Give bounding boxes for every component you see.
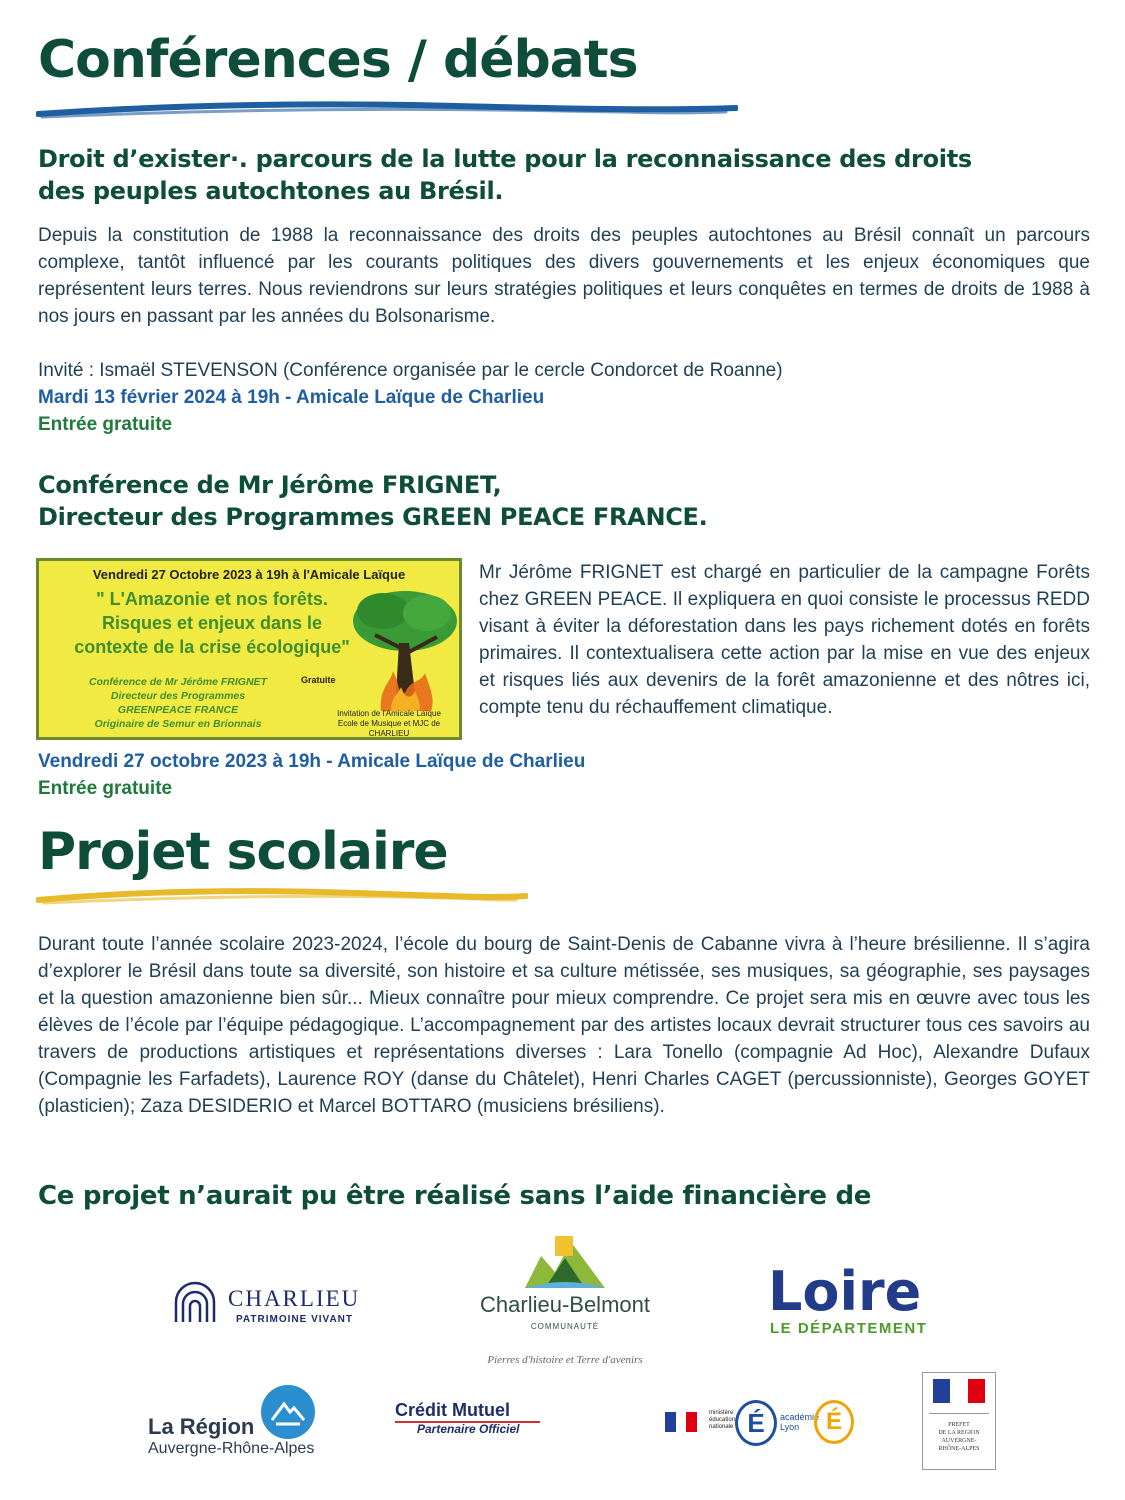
conference1-heading bbox=[38, 143, 1098, 207]
region-name: La Région bbox=[148, 1414, 255, 1439]
logo-prefet bbox=[922, 1372, 996, 1470]
prefet-line2: DE LA REGION bbox=[938, 1430, 980, 1436]
poster-title bbox=[57, 587, 367, 659]
conference1-date: Mardi 13 février 2024 à 19h - Amicale Laïque de Charlieu bbox=[38, 387, 545, 408]
credit-mutuel-name: Crédit Mutuel bbox=[395, 1400, 540, 1423]
charlieu-belmont-name: Charlieu-Belmont bbox=[480, 1292, 650, 1317]
prefet-line3: AUVERGNE- bbox=[941, 1438, 977, 1444]
academie-line2: Lyon bbox=[780, 1422, 800, 1432]
poster-credit-line2: Directeur des Programmes bbox=[110, 690, 246, 702]
logo-charlieu-belmont bbox=[455, 1232, 675, 1372]
poster-gratuite: Gratuite bbox=[301, 675, 336, 685]
event-poster bbox=[36, 558, 462, 740]
conference1-entry: Entrée gratuite bbox=[38, 414, 173, 435]
charlieu-tagline: PATRIMOINE VIVANT bbox=[236, 1314, 353, 1325]
tree-fire-illustration bbox=[345, 583, 457, 713]
ministere-text bbox=[709, 1410, 735, 1431]
poster-date: Vendredi 27 Octobre 2023 à 19h à l'Amicale Laïque bbox=[92, 567, 406, 582]
ministere-line2: éducation bbox=[709, 1417, 736, 1423]
conference2-entry: Entrée gratuite bbox=[38, 778, 173, 799]
conference2-heading-line2: Directeur des Programmes GREEN PEACE FRANCE. bbox=[38, 503, 708, 531]
poster-invitation-line3: CHARLIEU bbox=[368, 729, 410, 738]
prefet-line4: RHÔNE-ALPES bbox=[938, 1446, 980, 1452]
section-title-conferences: Conférences / débats bbox=[38, 30, 638, 90]
conference1-heading-line1: Droit d’exister·. parcours de la lutte pour la reconnaissance des droits bbox=[38, 145, 972, 173]
poster-credit-line3: GREENPEACE FRANCE bbox=[117, 704, 239, 716]
charlieu-name: CHARLIEU bbox=[228, 1286, 361, 1311]
charlieu-belmont-tagline: Pierres d'histoire et Terre d'avenirs bbox=[487, 1354, 643, 1366]
poster-title-line2: Risques et enjeux dans le bbox=[101, 613, 323, 633]
french-flag-icon bbox=[665, 1412, 697, 1432]
prefet-line1: PREFET bbox=[948, 1422, 970, 1428]
prefet-divider bbox=[929, 1413, 989, 1414]
conference2-heading bbox=[38, 469, 1098, 533]
poster-credit-line4: Originaire de Semur en Brionnais bbox=[94, 718, 262, 730]
ministere-e-icon: É bbox=[735, 1400, 777, 1446]
section-title-projet-scolaire: Projet scolaire bbox=[38, 822, 448, 882]
credit-mutuel-sub: Partenaire Officiel bbox=[417, 1422, 520, 1436]
marianne-flag-icon bbox=[933, 1379, 985, 1403]
charlieu-belmont-emblem-icon bbox=[525, 1232, 605, 1290]
conference1-paragraph: Depuis la constitution de 1988 la reconnaissance des droits des peuples autochtones au Brésil connaît un parcours complexe, tantôt influencé par les courants politiques des divers gouvernements et les enjeux économiques que représentent leurs terres. Nous reviendrons sur leurs stratégies politiques et leurs conquêtes en termes de droits de 1988 à nos jours en passant par les années du Bolsonarisme. bbox=[38, 225, 1090, 327]
academie-e-icon: É bbox=[814, 1400, 854, 1444]
poster-invitation bbox=[319, 709, 459, 739]
logo-region bbox=[148, 1384, 328, 1464]
brush-underline-yellow bbox=[36, 886, 528, 908]
conference2-paragraph: Mr Jérôme FRIGNET est chargé en particulier de la campagne Forêts chez GREEN PEACE. Il expliquera en quoi consiste le processus REDD visant à éviter la déforestation dans les pays richement dotés en forêts primaires. Il contextualisera cette action par la mise en vue des enjeux et risques liés aux devenirs de la forêt amazonienne et des nôtres ici, compte tenu du réchauffement climatique. bbox=[479, 562, 1090, 718]
conference2-heading-line1: Conférence de Mr Jérôme FRIGNET, bbox=[38, 471, 502, 499]
prefet-text bbox=[923, 1421, 995, 1453]
loire-sub: LE DÉPARTEMENT bbox=[770, 1320, 928, 1337]
logo-ministere bbox=[665, 1396, 775, 1446]
region-mountain-icon bbox=[260, 1384, 316, 1440]
charlieu-arch-icon bbox=[172, 1280, 218, 1324]
academie-line1: académie bbox=[780, 1412, 820, 1422]
poster-invitation-line2: Ecole de Musique et MJC de bbox=[337, 719, 441, 728]
ministere-line1: ministère bbox=[709, 1410, 734, 1416]
logo-credit-mutuel bbox=[395, 1400, 575, 1440]
poster-credit-line1: Conférence de Mr Jérôme FRIGNET bbox=[89, 676, 267, 688]
loire-name: Loire bbox=[768, 1260, 922, 1323]
logo-charlieu bbox=[172, 1278, 362, 1328]
poster-title-line1: " L'Amazonie et nos forêts. bbox=[96, 589, 328, 609]
brush-underline-blue bbox=[36, 100, 738, 122]
conference1-heading-line2: des peuples autochtones au Brésil. bbox=[38, 177, 504, 205]
region-sub: Auvergne-Rhône-Alpes bbox=[148, 1440, 315, 1457]
ministere-line3: nationale bbox=[709, 1424, 734, 1430]
poster-credits bbox=[83, 675, 273, 731]
funding-heading: Ce projet n’aurait pu être réalisé sans l’aide financière de bbox=[38, 1181, 872, 1211]
charlieu-belmont-sub: COMMUNAUTÉ bbox=[530, 1322, 600, 1331]
conference2-date: Vendredi 27 octobre 2023 à 19h - Amicale Laïque de Charlieu bbox=[38, 751, 586, 772]
projet-paragraph: Durant toute l’année scolaire 2023-2024, l’école du bourg de Saint-Denis de Cabanne vivra à l’heure brésilienne. Il s’agira d’explorer le Brésil dans toute sa diversité, son histoire et sa culture métissée, ses musiques, sa géographie, ses paysages et la question amazonienne bien sûr... Mieux connaître pour mieux comprendre. Ce projet sera mis en œuvre avec tous les élèves de l’école par l’équipe pédagogique. L’accompagnement par des artistes locaux devrait structurer tous ces savoirs au travers de productions artistiques et représentations diverses : Lara Tonello (compagnie Ad Hoc), Alexandre Dufaux (Compagnie les Farfadets), Laurence ROY (danse du Châtelet), Henri Charles CAGET (percussionniste), Georges GOYET (plasticien); Zaza DESIDERIO et Marcel BOTTARO (musiciens brésiliens). bbox=[38, 934, 1090, 1117]
poster-title-line3: contexte de la crise écologique" bbox=[74, 637, 350, 657]
conference1-invite: Invité : Ismaël STEVENSON (Conférence organisée par le cercle Condorcet de Roanne) bbox=[38, 360, 783, 381]
logo-loire bbox=[768, 1262, 968, 1342]
logo-academie bbox=[780, 1396, 860, 1446]
poster-invitation-line1: Invitation de l'Amicale Laïque bbox=[337, 709, 441, 718]
